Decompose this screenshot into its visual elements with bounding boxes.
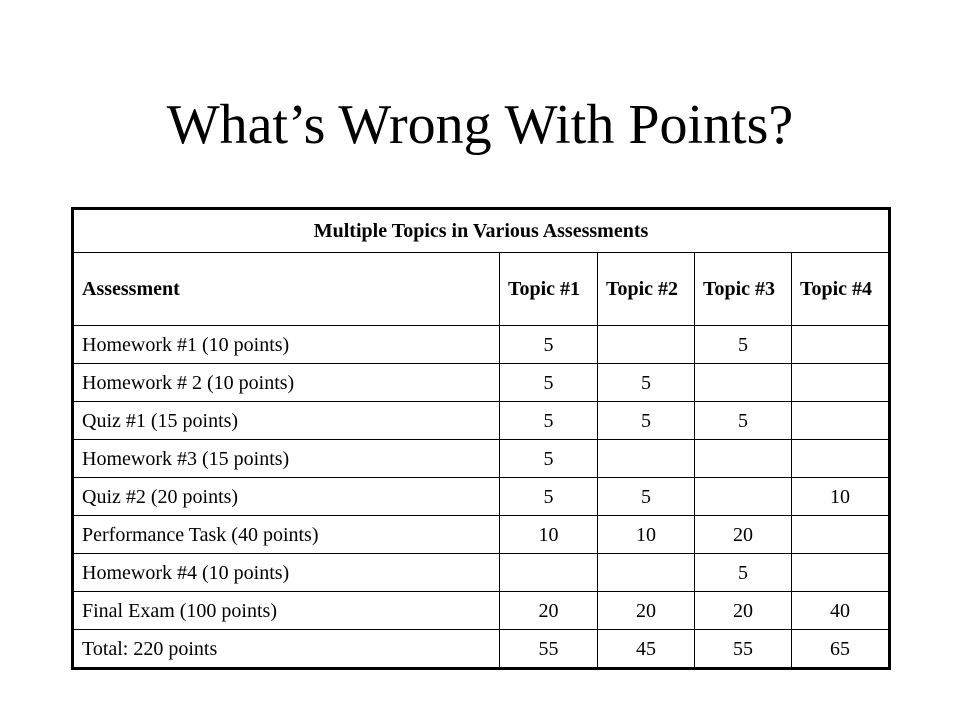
assessment-cell: Homework #1 (10 points) (73, 326, 500, 364)
column-header-topic-3: Topic #3 (695, 253, 792, 326)
topic-3-cell: 20 (695, 592, 792, 630)
table-row (73, 592, 890, 630)
column-header-topic-4: Topic #4 (792, 253, 890, 326)
topic-1-cell: 5 (500, 478, 598, 516)
topic-4-cell (792, 326, 890, 364)
topic-3-cell (695, 478, 792, 516)
topic-1-cell: 10 (500, 516, 598, 554)
topic-2-cell: 5 (598, 402, 695, 440)
topic-3-cell (695, 364, 792, 402)
topic-2-cell: 10 (598, 516, 695, 554)
topic-4-cell (792, 402, 890, 440)
column-header-assessment: Assessment (73, 253, 500, 326)
assessment-table (71, 207, 891, 670)
topic-4-cell (792, 554, 890, 592)
table-row (73, 440, 890, 478)
topic-4-cell: 40 (792, 592, 890, 630)
topic-3-cell: 20 (695, 516, 792, 554)
topic-2-cell: 20 (598, 592, 695, 630)
topic-3-cell: 5 (695, 402, 792, 440)
table-row (73, 326, 890, 364)
table-caption-row (73, 209, 890, 253)
assessment-cell: Homework # 2 (10 points) (73, 364, 500, 402)
assessment-cell: Performance Task (40 points) (73, 516, 500, 554)
assessment-cell: Final Exam (100 points) (73, 592, 500, 630)
topic-4-cell (792, 516, 890, 554)
topic-2-cell (598, 554, 695, 592)
topic-1-cell: 20 (500, 592, 598, 630)
topic-2-cell (598, 440, 695, 478)
topic-4-cell (792, 440, 890, 478)
topic-3-cell (695, 440, 792, 478)
topic-1-cell: 5 (500, 326, 598, 364)
assessment-cell: Quiz #2 (20 points) (73, 478, 500, 516)
topic-2-cell (598, 326, 695, 364)
topic-3-cell: 5 (695, 554, 792, 592)
topic-4-cell: 10 (792, 478, 890, 516)
slide-title: What’s Wrong With Points? (166, 94, 794, 156)
topic-2-cell: 45 (598, 630, 695, 669)
assessment-cell: Homework #4 (10 points) (73, 554, 500, 592)
assessment-cell: Homework #3 (15 points) (73, 440, 500, 478)
column-header-topic-2: Topic #2 (598, 253, 695, 326)
topic-1-cell (500, 554, 598, 592)
topic-3-cell: 55 (695, 630, 792, 669)
topic-4-cell (792, 364, 890, 402)
assessment-cell: Quiz #1 (15 points) (73, 402, 500, 440)
table-caption: Multiple Topics in Various Assessments (73, 209, 890, 253)
table-header-row (73, 253, 890, 326)
topic-1-cell: 5 (500, 402, 598, 440)
topic-1-cell: 5 (500, 440, 598, 478)
table-row (73, 478, 890, 516)
column-header-topic-1: Topic #1 (500, 253, 598, 326)
table-row (73, 364, 890, 402)
topic-3-cell: 5 (695, 326, 792, 364)
table-row (73, 554, 890, 592)
topic-2-cell: 5 (598, 478, 695, 516)
total-row (73, 630, 890, 669)
table-row (73, 402, 890, 440)
topic-1-cell: 5 (500, 364, 598, 402)
topic-2-cell: 5 (598, 364, 695, 402)
table-row (73, 516, 890, 554)
topic-4-cell: 65 (792, 630, 890, 669)
topic-1-cell: 55 (500, 630, 598, 669)
assessment-cell: Total: 220 points (73, 630, 500, 669)
